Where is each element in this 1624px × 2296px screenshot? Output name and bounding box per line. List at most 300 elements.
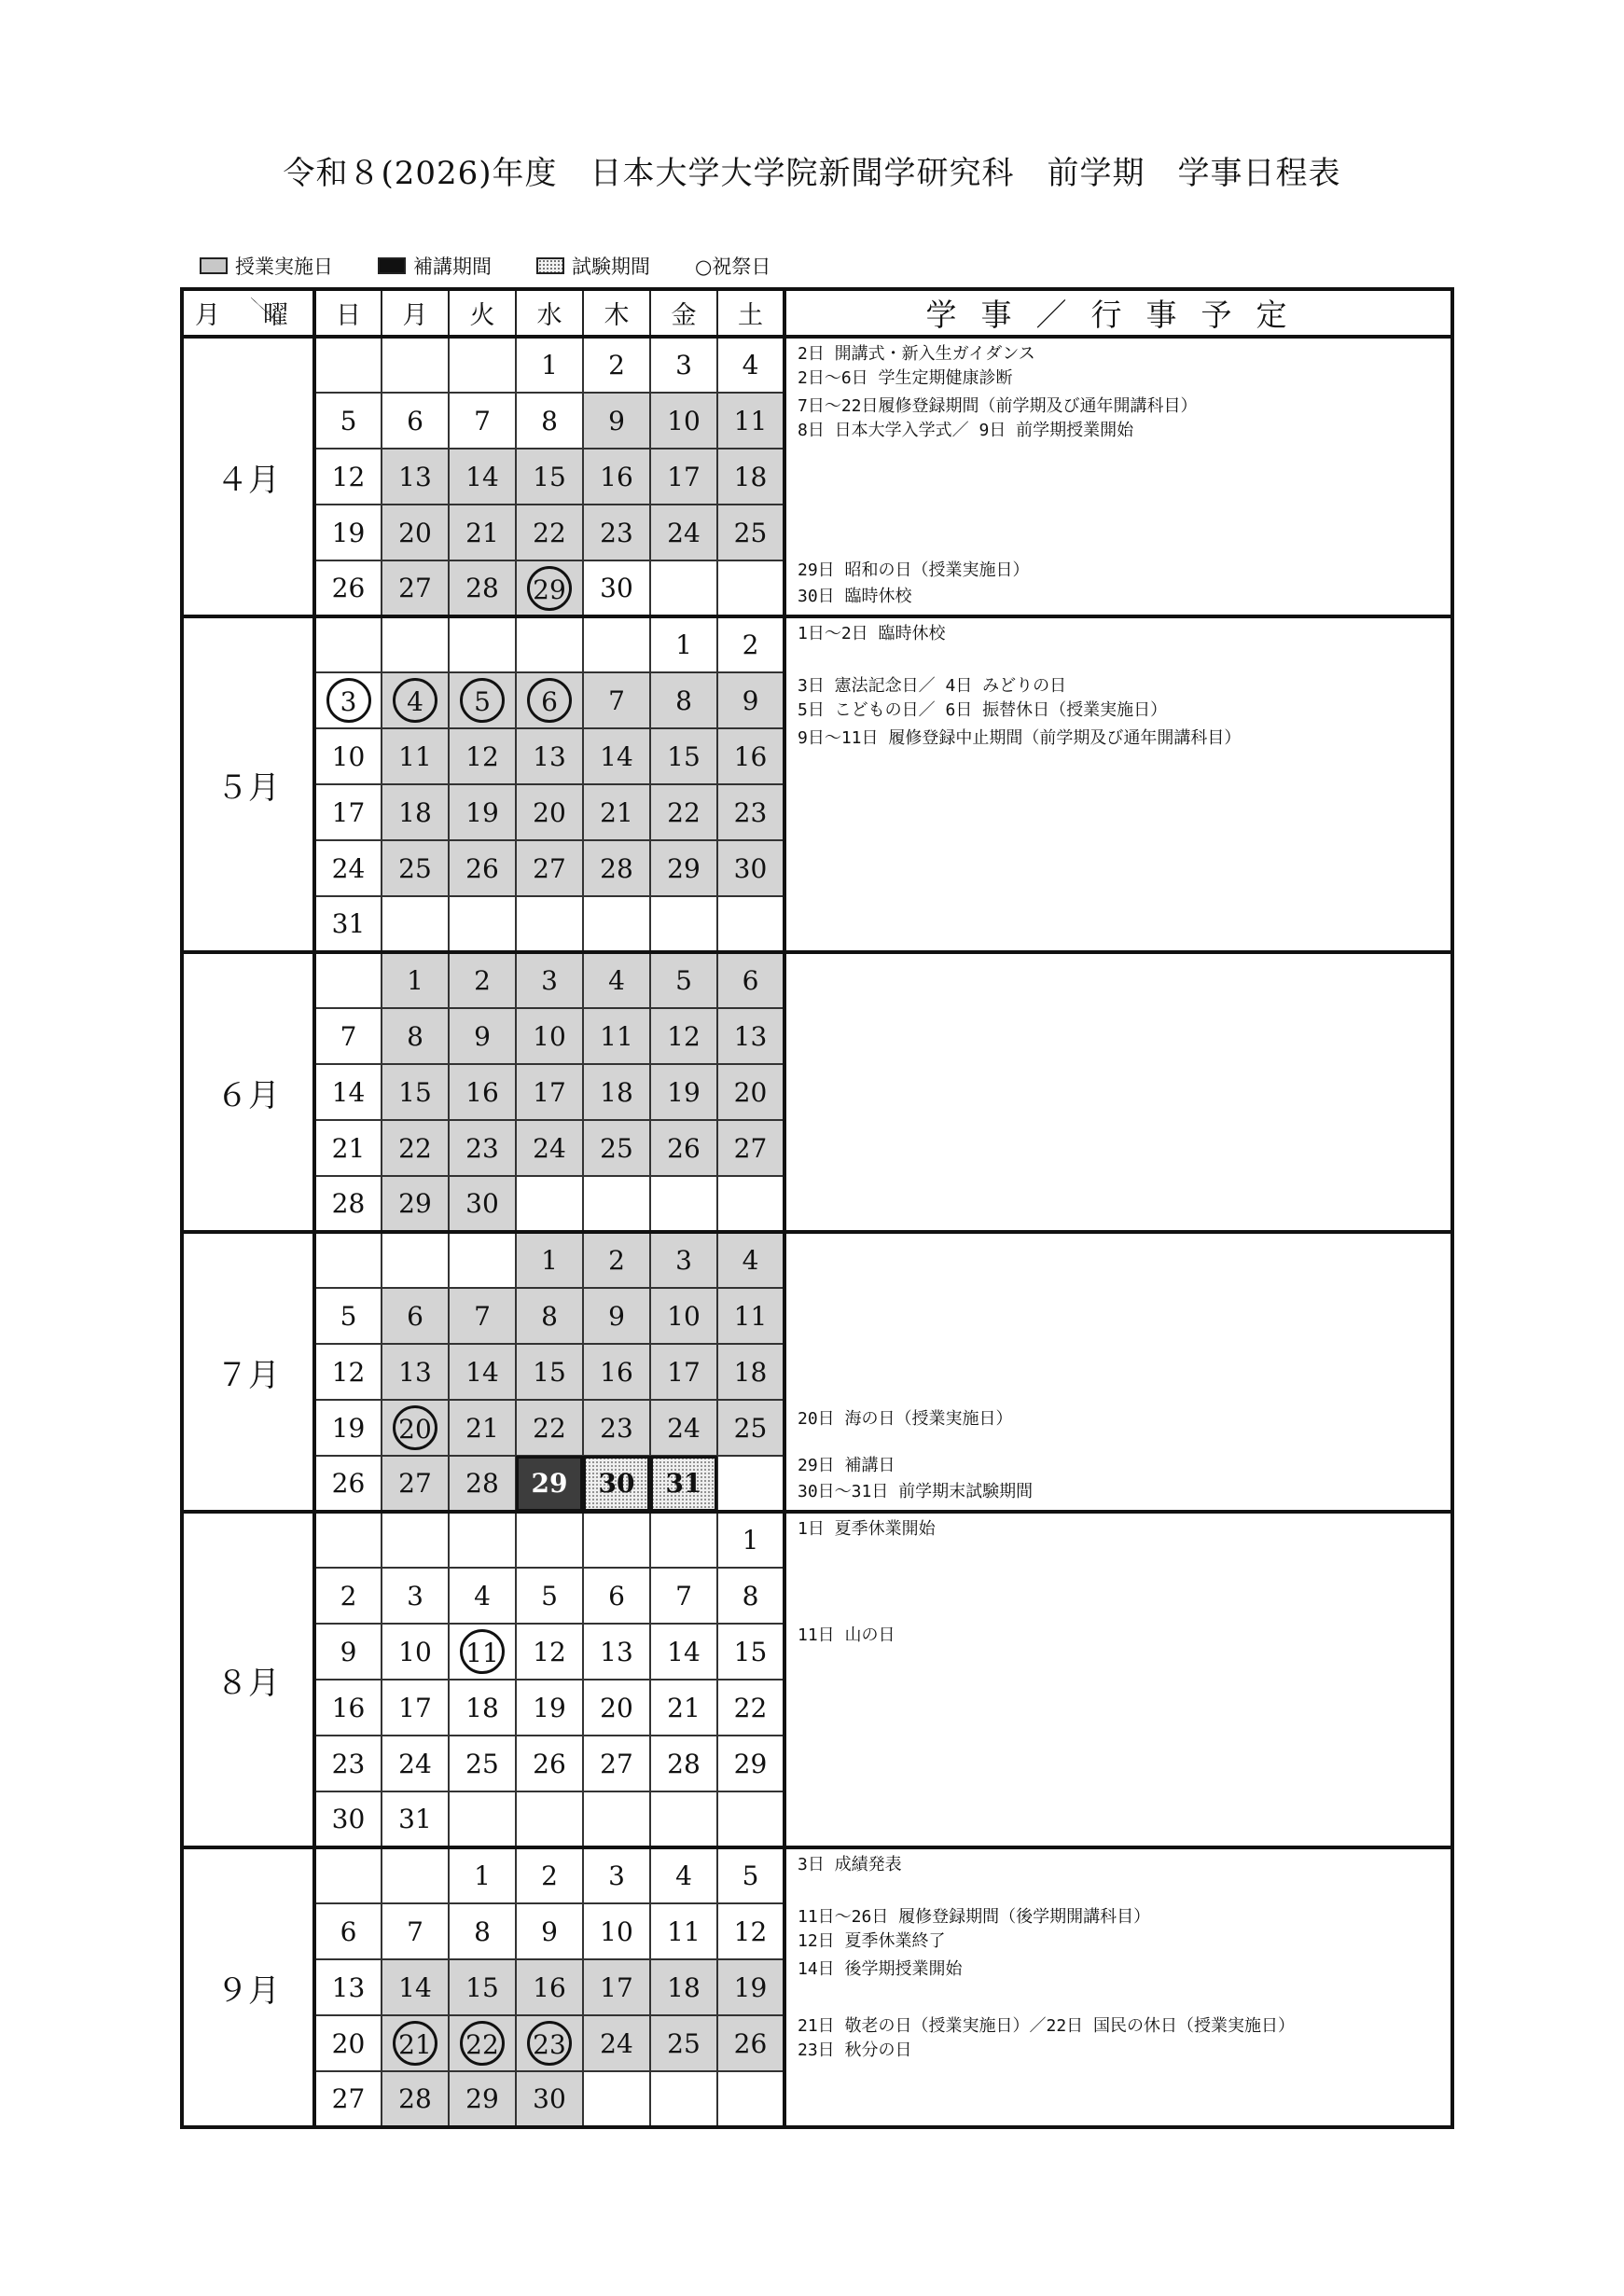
day-number: 26	[331, 1468, 366, 1499]
day-cell-tue	[449, 952, 516, 1008]
day-number: 17	[533, 1076, 566, 1108]
day-number: 27	[733, 1132, 768, 1164]
day-number: 12	[465, 740, 499, 772]
day-cell-fri	[650, 1736, 717, 1791]
events-cell-may	[784, 616, 1452, 952]
day-cell-tue	[449, 672, 516, 728]
day-cell-tue	[449, 1959, 516, 2015]
event-line: 29日 昭和の日（授業実施日）	[798, 560, 1030, 580]
day-number: 28	[465, 573, 499, 603]
day-cell-thu	[583, 1232, 650, 1288]
day-number: 15	[398, 1076, 432, 1108]
day-number: 19	[331, 517, 366, 548]
day-cell-sun	[314, 1008, 382, 1064]
day-cell-fri	[650, 728, 717, 784]
day-number: 6	[407, 1300, 423, 1332]
day-cell-wed	[516, 1008, 583, 1064]
day-number: 5	[541, 1580, 558, 1611]
holiday-day-number: 11	[460, 1629, 505, 1674]
day-number: 16	[331, 1692, 366, 1723]
day-cell-sat	[717, 560, 784, 616]
day-cell-fri	[650, 337, 717, 393]
day-number: 9	[742, 685, 759, 716]
day-number: 2	[340, 1580, 357, 1611]
day-number: 30	[600, 573, 633, 603]
day-number: 11	[733, 405, 768, 436]
day-cell-sat	[717, 1680, 784, 1736]
day-cell-mon	[382, 505, 449, 560]
day-cell-thu	[583, 672, 650, 728]
day-number: 12	[331, 461, 366, 492]
day-cell-sat	[717, 2071, 784, 2127]
day-cell-fri	[650, 784, 717, 840]
day-cell-wed	[516, 505, 583, 560]
day-number: 15	[533, 461, 566, 492]
day-number: 13	[600, 1636, 633, 1667]
day-cell-sat	[717, 449, 784, 505]
day-number: 8	[407, 1020, 423, 1052]
day-number: 11	[667, 1916, 701, 1947]
day-cell-tue	[449, 1344, 516, 1400]
day-cell-mon	[382, 1512, 449, 1568]
legend-holiday	[695, 252, 770, 280]
day-cell-thu	[583, 952, 650, 1008]
event-line: 20日 海の日（授業実施日）	[798, 1409, 1013, 1429]
day-cell-fri	[650, 1456, 717, 1512]
day-cell-mon	[382, 560, 449, 616]
day-number: 25	[465, 1748, 499, 1779]
legend-makeup-label: 補講期間	[413, 256, 492, 278]
day-number: 26	[331, 573, 366, 603]
day-number: 10	[667, 405, 701, 436]
day-cell-thu	[583, 1791, 650, 1847]
day-number: 26	[533, 1748, 566, 1779]
day-cell-thu	[583, 1624, 650, 1680]
day-cell-sun	[314, 337, 382, 393]
day-number: 11	[733, 1300, 768, 1332]
day-cell-tue	[449, 1120, 516, 1176]
day-number: 20	[733, 1076, 768, 1108]
day-cell-sun	[314, 1624, 382, 1680]
day-number: 1	[541, 1245, 558, 1276]
day-cell-mon	[382, 393, 449, 449]
day-cell-wed	[516, 840, 583, 896]
day-cell-fri	[650, 1791, 717, 1847]
event-line: 7日～22日履修登録期間（前学期及び通年開講科目）	[798, 396, 1198, 416]
day-cell-mon	[382, 952, 449, 1008]
day-cell-sun	[314, 1120, 382, 1176]
day-number: 10	[533, 1020, 566, 1052]
legend-gray-swatch	[200, 257, 228, 274]
day-cell-sun	[314, 2071, 382, 2127]
calendar-table	[180, 287, 1454, 2129]
day-number: 3	[608, 1860, 625, 1891]
day-cell-fri	[650, 1624, 717, 1680]
day-number: 7	[340, 1020, 357, 1052]
day-number: 8	[541, 405, 558, 436]
day-cell-sun	[314, 1959, 382, 2015]
day-cell-fri	[650, 1064, 717, 1120]
day-cell-sun	[314, 1176, 382, 1232]
day-number: 28	[600, 852, 633, 884]
day-number: 30	[733, 852, 768, 884]
day-cell-mon	[382, 1288, 449, 1344]
day-number: 21	[465, 1412, 499, 1444]
day-cell-sat	[717, 505, 784, 560]
day-cell-sat	[717, 952, 784, 1008]
event-line: 3日 憲法記念日／ 4日 みどりの日	[798, 676, 1067, 696]
day-number: 13	[331, 1971, 366, 2003]
day-cell-sun	[314, 1400, 382, 1456]
event-line: 1日～2日 臨時休校	[798, 624, 946, 643]
day-number: 21	[667, 1692, 701, 1723]
holiday-day-number: 4	[393, 678, 437, 723]
calendar-body	[182, 337, 1452, 2127]
day-cell-sun	[314, 1736, 382, 1791]
legend-exam-label: 試験期間	[572, 256, 650, 278]
event-line: 5日 こどもの日／ 6日 振替休日（授業実施日）	[798, 700, 1168, 720]
event-line: 8日 日本大学入学式／ 9日 前学期授業開始	[798, 421, 1134, 440]
day-number: 9	[474, 1020, 491, 1052]
day-number: 20	[331, 2027, 366, 2059]
day-number: 12	[733, 1916, 768, 1947]
holiday-day-number: 5	[460, 678, 505, 723]
day-number: 8	[742, 1580, 759, 1611]
day-cell-wed	[516, 616, 583, 672]
day-cell-sat	[717, 896, 784, 952]
day-cell-sun	[314, 1456, 382, 1512]
day-cell-fri	[650, 560, 717, 616]
day-cell-wed	[516, 337, 583, 393]
day-number: 9	[608, 405, 625, 436]
event-line: 11日 山の日	[798, 1625, 895, 1645]
day-number: 31	[331, 908, 366, 939]
day-cell-sat	[717, 1400, 784, 1456]
day-number: 23	[465, 1132, 499, 1164]
day-cell-wed	[516, 728, 583, 784]
day-cell-tue	[449, 1456, 516, 1512]
day-number: 30	[331, 1804, 366, 1834]
day-number: 22	[533, 1412, 566, 1444]
day-number: 18	[733, 1356, 768, 1388]
day-cell-tue	[449, 2015, 516, 2071]
day-cell-wed	[516, 560, 583, 616]
day-number: 3	[675, 350, 692, 380]
month-label-jul: ７月	[182, 1232, 314, 1512]
day-number: 10	[398, 1636, 432, 1667]
day-cell-mon	[382, 1456, 449, 1512]
day-cell-fri	[650, 952, 717, 1008]
day-number: 1	[541, 350, 558, 380]
day-cell-fri	[650, 1568, 717, 1624]
day-number: 14	[331, 1076, 366, 1108]
day-number: 2	[541, 1860, 558, 1891]
day-cell-tue	[449, 1008, 516, 1064]
day-number: 18	[667, 1971, 701, 2003]
day-cell-mon	[382, 1736, 449, 1791]
day-cell-wed	[516, 449, 583, 505]
day-cell-thu	[583, 784, 650, 840]
legend-class-day-label: 授業実施日	[235, 256, 333, 278]
day-number: 27	[398, 573, 432, 603]
day-number: 19	[533, 1692, 566, 1723]
day-cell-wed	[516, 2071, 583, 2127]
day-number: 28	[667, 1748, 701, 1779]
day-number: 28	[398, 2083, 432, 2114]
day-number: 22	[398, 1132, 432, 1164]
day-cell-tue	[449, 2071, 516, 2127]
day-cell-tue	[449, 728, 516, 784]
event-line: 12日 夏季休業終了	[798, 1931, 946, 1951]
day-cell-thu	[583, 896, 650, 952]
day-cell-tue	[449, 1680, 516, 1736]
day-number: 16	[733, 740, 768, 772]
day-number: 23	[600, 517, 633, 548]
day-cell-sun	[314, 1288, 382, 1344]
day-cell-wed	[516, 1456, 583, 1512]
day-cell-fri	[650, 2071, 717, 2127]
day-number: 12	[533, 1636, 566, 1667]
day-number: 27	[398, 1468, 432, 1499]
events-cell-apr	[784, 337, 1452, 616]
day-cell-fri	[650, 1344, 717, 1400]
day-cell-sat	[717, 1568, 784, 1624]
day-cell-sat	[717, 1512, 784, 1568]
day-cell-wed	[516, 1624, 583, 1680]
day-cell-sat	[717, 840, 784, 896]
weekday-header-label: 曜	[263, 301, 288, 330]
day-cell-sat	[717, 1903, 784, 1959]
day-cell-sat	[717, 672, 784, 728]
day-cell-sat	[717, 1120, 784, 1176]
day-number: 11	[398, 740, 432, 772]
weekday-tue: 火	[449, 289, 516, 337]
day-number: 17	[667, 461, 701, 492]
day-cell-wed	[516, 1120, 583, 1176]
day-cell-fri	[650, 1288, 717, 1344]
day-cell-sun	[314, 672, 382, 728]
day-cell-tue	[449, 1624, 516, 1680]
day-number: 30	[465, 1188, 499, 1219]
event-line: 21日 敬老の日（授業実施日）／22日 国民の休日（授業実施日）	[798, 2016, 1296, 2036]
day-number: 13	[398, 1356, 432, 1388]
day-cell-fri	[650, 672, 717, 728]
day-cell-thu	[583, 2071, 650, 2127]
week-row	[182, 1232, 1452, 1288]
day-number: 14	[465, 461, 499, 492]
day-number: 16	[465, 1076, 499, 1108]
event-line: 2日～6日 学生定期健康診断	[798, 368, 1013, 388]
day-cell-thu	[583, 1064, 650, 1120]
events-cell-jun	[784, 952, 1452, 1232]
day-cell-mon	[382, 1791, 449, 1847]
day-cell-wed	[516, 1736, 583, 1791]
day-cell-sun	[314, 1064, 382, 1120]
event-line: 23日 秋分の日	[798, 2040, 912, 2060]
day-cell-sat	[717, 616, 784, 672]
holiday-day-number: 3	[326, 678, 371, 723]
day-number: 5	[340, 1300, 357, 1332]
day-cell-mon	[382, 1624, 449, 1680]
day-cell-fri	[650, 505, 717, 560]
day-number: 15	[533, 1356, 566, 1388]
day-cell-thu	[583, 840, 650, 896]
month-weekday-header	[182, 289, 314, 337]
event-line: 2日 開講式・新入生ガイダンス	[798, 344, 1035, 364]
day-number: 2	[474, 965, 491, 996]
day-cell-thu	[583, 337, 650, 393]
day-number: 15	[733, 1636, 768, 1667]
day-number: 3	[675, 1245, 692, 1276]
day-number: 14	[600, 740, 633, 772]
day-cell-fri	[650, 2015, 717, 2071]
day-number: 6	[340, 1916, 357, 1947]
day-number: 17	[667, 1356, 701, 1388]
day-number: 10	[667, 1300, 701, 1332]
day-cell-sun	[314, 728, 382, 784]
day-cell-wed	[516, 1400, 583, 1456]
day-cell-wed	[516, 1568, 583, 1624]
day-number: 1	[675, 629, 692, 660]
day-cell-mon	[382, 1008, 449, 1064]
day-cell-mon	[382, 1344, 449, 1400]
day-cell-wed	[516, 1176, 583, 1232]
day-cell-fri	[650, 1120, 717, 1176]
day-cell-sat	[717, 1288, 784, 1344]
day-cell-thu	[583, 1568, 650, 1624]
day-number: 6	[742, 965, 759, 996]
day-cell-mon	[382, 449, 449, 505]
day-cell-tue	[449, 1064, 516, 1120]
day-cell-thu	[583, 560, 650, 616]
weekday-sat: 土	[717, 289, 784, 337]
day-cell-sat	[717, 2015, 784, 2071]
day-cell-tue	[449, 1847, 516, 1903]
month-label-jun: ６月	[182, 952, 314, 1232]
day-cell-thu	[583, 2015, 650, 2071]
event-line: 30日～31日 前学期末試験期間	[798, 1482, 1034, 1501]
day-number: 14	[465, 1356, 499, 1388]
day-cell-fri	[650, 1008, 717, 1064]
day-number: 26	[733, 2027, 768, 2059]
day-cell-wed	[516, 1903, 583, 1959]
day-number: 4	[742, 1245, 759, 1276]
day-number: 19	[465, 796, 499, 828]
day-cell-thu	[583, 1008, 650, 1064]
day-cell-fri	[650, 616, 717, 672]
day-cell-sat	[717, 1624, 784, 1680]
day-cell-sat	[717, 1008, 784, 1064]
day-number: 25	[667, 2027, 701, 2059]
legend-class-day	[200, 252, 333, 280]
day-number: 20	[600, 1692, 633, 1723]
day-cell-thu	[583, 1680, 650, 1736]
day-cell-tue	[449, 840, 516, 896]
day-cell-sat	[717, 784, 784, 840]
day-number: 5	[742, 1860, 759, 1891]
day-cell-thu	[583, 1400, 650, 1456]
day-number: 25	[733, 517, 768, 548]
week-row	[182, 952, 1452, 1008]
day-cell-tue	[449, 1288, 516, 1344]
day-cell-mon	[382, 1903, 449, 1959]
day-cell-wed	[516, 393, 583, 449]
day-cell-tue	[449, 896, 516, 952]
holiday-day-number: 6	[527, 678, 572, 723]
day-number: 2	[608, 1245, 625, 1276]
page-title: 令和８(2026)年度 日本大学大学院新聞学研究科 前学期 学事日程表	[283, 155, 1341, 192]
day-cell-sun	[314, 1903, 382, 1959]
day-cell-wed	[516, 1512, 583, 1568]
day-cell-wed	[516, 952, 583, 1008]
day-cell-fri	[650, 1232, 717, 1288]
day-cell-tue	[449, 1568, 516, 1624]
day-cell-sat	[717, 1791, 784, 1847]
day-number: 16	[600, 1356, 633, 1388]
day-cell-wed	[516, 1288, 583, 1344]
day-cell-sat	[717, 1456, 784, 1512]
day-cell-sun	[314, 1791, 382, 1847]
day-cell-fri	[650, 1400, 717, 1456]
event-line: 3日 成績発表	[798, 1855, 902, 1874]
day-number: 27	[331, 2083, 366, 2114]
day-number: 5	[340, 405, 357, 436]
day-cell-wed	[516, 672, 583, 728]
day-cell-sun	[314, 1512, 382, 1568]
day-cell-fri	[650, 393, 717, 449]
day-number: 12	[331, 1356, 366, 1388]
day-cell-mon	[382, 672, 449, 728]
day-cell-wed	[516, 1232, 583, 1288]
holiday-day-number: 20	[393, 1405, 437, 1450]
day-number: 13	[733, 1020, 768, 1052]
day-cell-sat	[717, 393, 784, 449]
week-row	[182, 1512, 1452, 1568]
day-number: 2	[742, 629, 759, 660]
day-cell-sun	[314, 1568, 382, 1624]
legend-holiday-label: ○祝祭日	[695, 256, 771, 278]
day-cell-mon	[382, 337, 449, 393]
day-number: 23	[733, 796, 768, 828]
legend	[200, 250, 815, 282]
legend-dotted-swatch	[536, 257, 564, 274]
day-cell-thu	[583, 1456, 650, 1512]
day-cell-mon	[382, 1232, 449, 1288]
day-cell-tue	[449, 449, 516, 505]
day-cell-mon	[382, 1120, 449, 1176]
day-cell-sun	[314, 393, 382, 449]
header-row	[182, 289, 1452, 337]
day-cell-sun	[314, 1232, 382, 1288]
day-cell-sun	[314, 1344, 382, 1400]
week-row	[182, 1847, 1452, 1903]
day-cell-tue	[449, 560, 516, 616]
day-number: 4	[474, 1580, 491, 1611]
day-cell-wed	[516, 1680, 583, 1736]
holiday-day-number: 21	[393, 2021, 437, 2066]
day-cell-wed	[516, 1791, 583, 1847]
day-cell-fri	[650, 1847, 717, 1903]
day-number: 11	[600, 1020, 633, 1052]
day-cell-wed	[516, 1344, 583, 1400]
day-cell-mon	[382, 840, 449, 896]
legend-exam	[536, 252, 650, 280]
day-cell-tue	[449, 1736, 516, 1791]
day-number: 21	[465, 517, 499, 548]
day-number: 20	[533, 796, 566, 828]
day-cell-thu	[583, 393, 650, 449]
day-number: 25	[733, 1412, 768, 1444]
